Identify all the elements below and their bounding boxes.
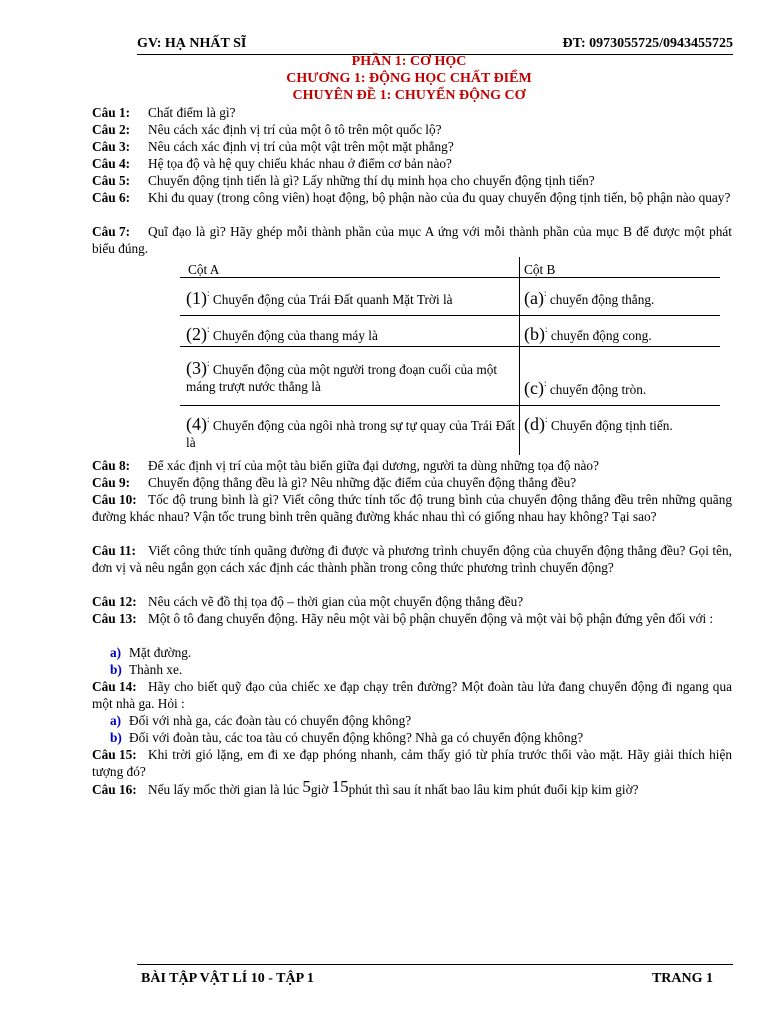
question-9 xyxy=(92,474,732,491)
question-label: Câu 5: xyxy=(92,173,131,188)
question-10 xyxy=(92,491,732,525)
item-text: chuyển động thẳng. xyxy=(549,292,655,307)
question-4 xyxy=(92,155,732,172)
page-header xyxy=(137,34,733,55)
question-text: Chuyển động thẳng đều là gì? Nêu những đặc điểm của chuyển động thẳng đều? xyxy=(148,475,577,490)
item-mark: : xyxy=(543,378,547,388)
option-letter: b) xyxy=(110,662,122,677)
question-label: Câu 13: xyxy=(92,611,137,626)
question-15 xyxy=(92,746,732,780)
question-text-part3: phút thì sau ít nhất bao lâu kim phút đuổi kịp kim giờ? xyxy=(348,782,639,797)
question-text: Hãy cho biết quỹ đạo của chiếc xe đạp chạy trên đường? Một đoàn tàu lửa đang chuyển động đi ngang qua một nhà ga. Hỏi : xyxy=(92,679,732,711)
item-number: (d) xyxy=(524,414,545,434)
item-text: chuyển động tròn. xyxy=(549,382,647,397)
question-text: Quĩ đạo là gì? Hãy ghép mỗi thành phần của mục A ứng với mỗi thành phần của mục B để được một phát biểu đúng. xyxy=(92,224,732,256)
question-text: Một ô tô đang chuyển động. Hãy nêu một vài bộ phận chuyển động và một vài bộ phận đứng yên đối với : xyxy=(148,611,714,626)
item-mark: : xyxy=(545,414,548,424)
table-divider xyxy=(180,405,720,406)
item-text: chuyển động cong. xyxy=(550,328,652,343)
question-text: Nêu cách xác định vị trí của một ô tô trên một quốc lộ? xyxy=(148,122,442,137)
question-label: Câu 11: xyxy=(92,543,136,558)
table-divider xyxy=(180,346,720,347)
question-text: Tốc độ trung bình là gì? Viết công thức tính tốc độ trung bình của chuyển động thẳng đều trên những quãng đường khác nhau? Vận tốc trung bình trên quãng đường khác nhau thì có giống nhau hay không? Tại sao? xyxy=(92,492,732,524)
question-16 xyxy=(92,778,732,798)
item-number: (1) xyxy=(186,288,207,308)
question-label: Câu 12: xyxy=(92,594,137,609)
item-mark: : xyxy=(207,414,210,424)
question-13 xyxy=(92,610,732,627)
column-b-header: Cột B xyxy=(524,262,556,277)
item-mark: : xyxy=(207,358,210,368)
item-number: (a) xyxy=(524,288,544,308)
question-11 xyxy=(92,542,732,576)
question-label: Câu 7: xyxy=(92,224,131,239)
question-text: Chuyển động tịnh tiến là gì? Lấy những thí dụ minh họa cho chuyển động tịnh tiến? xyxy=(148,173,595,188)
item-number: (3) xyxy=(186,358,207,378)
q13-option-b xyxy=(110,661,182,678)
question-8 xyxy=(92,457,732,474)
column-divider xyxy=(519,257,520,455)
option-letter: b) xyxy=(110,730,122,745)
part-title: PHẦN 1: CƠ HỌC xyxy=(351,54,467,69)
question-label: Câu 9: xyxy=(92,475,131,490)
question-label: Câu 2: xyxy=(92,122,131,137)
hour-value: 5 xyxy=(302,777,311,796)
column-a-header: Cột A xyxy=(188,262,220,277)
question-text-part1: Nếu lấy mốc thời gian là lúc xyxy=(148,782,300,797)
item-text: Chuyển động của ngôi nhà trong sự tự quay của Trái Đất là xyxy=(186,418,515,450)
question-3 xyxy=(92,138,732,155)
question-6 xyxy=(92,189,732,206)
item-mark: : xyxy=(207,288,210,298)
table-row-b1 xyxy=(524,285,714,308)
question-2 xyxy=(92,121,732,138)
question-label: Câu 14: xyxy=(92,679,137,694)
question-label: Câu 8: xyxy=(92,458,131,473)
question-label: Câu 6: xyxy=(92,190,131,205)
option-text: Thành xe. xyxy=(129,662,183,677)
table-row-b4 xyxy=(524,411,714,434)
item-text: Chuyển động tịnh tiến. xyxy=(550,418,673,433)
question-text: Nêu cách xác định vị trí của một vật trên một mặt phẳng? xyxy=(148,139,454,154)
item-text: Chuyển động của thang máy là xyxy=(212,328,378,343)
q14-option-a xyxy=(110,712,411,729)
phone-number: ĐT: 0973055725/0943455725 xyxy=(562,36,733,51)
option-text: Mặt đường. xyxy=(129,645,192,660)
item-number: (c) xyxy=(524,378,544,398)
item-mark: : xyxy=(207,324,210,334)
question-label: Câu 3: xyxy=(92,139,131,154)
question-text: Hệ tọa độ và hệ quy chiếu khác nhau ở điểm cơ bản nào? xyxy=(148,156,452,171)
page-footer xyxy=(137,964,733,991)
item-mark: : xyxy=(545,324,548,334)
item-number: (4) xyxy=(186,414,207,434)
question-14 xyxy=(92,678,732,712)
table-row-a2 xyxy=(186,321,516,344)
table-row-a1 xyxy=(186,285,516,308)
option-text: Đối với nhà ga, các đoàn tàu có chuyển động không? xyxy=(129,713,412,728)
question-label: Câu 10: xyxy=(92,492,137,507)
table-row-a3 xyxy=(186,355,516,395)
question-12 xyxy=(92,593,732,610)
q13-option-a xyxy=(110,644,191,661)
q14-option-b xyxy=(110,729,583,746)
section-titles xyxy=(0,53,768,104)
question-text: Khi trời gió lặng, em đi xe đạp phóng nhanh, cảm thấy gió từ phía trước thổi vào mặt. Hãy giải thích hiện tượng đó? xyxy=(92,747,732,779)
question-text: Để xác định vị trí của một tàu biển giữa đại dương, người ta dùng những tọa độ nào? xyxy=(148,458,599,473)
question-label: Câu 16: xyxy=(92,782,137,797)
page-number: TRANG 1 xyxy=(651,971,713,986)
question-text: Viết công thức tính quãng đường đi được và phương trình chuyển động của chuyển động thẳng đều? Gọi tên, đơn vị và nêu ngắn gọn cách xác định các thành phần trong công thức phương trình chuyển động? xyxy=(92,543,732,575)
topic-title: CHUYÊN ĐỀ 1: CHUYỂN ĐỘNG CƠ xyxy=(292,88,526,103)
option-letter: a) xyxy=(110,713,122,728)
table-row-b3 xyxy=(524,375,714,398)
table-divider xyxy=(180,315,720,316)
option-letter: a) xyxy=(110,645,122,660)
question-text: Chất điểm là gì? xyxy=(148,105,236,120)
question-1 xyxy=(92,104,732,121)
minute-value: 15 xyxy=(331,777,349,796)
question-label: Câu 15: xyxy=(92,747,137,762)
question-label: Câu 1: xyxy=(92,105,131,120)
teacher-name: GV: HẠ NHẤT SĨ xyxy=(137,36,247,51)
item-number: (2) xyxy=(186,324,207,344)
option-text: Đối với đoàn tàu, các toa tàu có chuyển động không? Nhà ga có chuyển động không? xyxy=(129,730,584,745)
table-row-a4 xyxy=(186,411,516,451)
question-text: Khi đu quay (trong công viên) hoạt động, bộ phận nào của đu quay chuyển động tịnh tiến, bộ phận nào quay? xyxy=(148,190,731,205)
book-title: BÀI TẬP VẬT LÍ 10 - TẬP 1 xyxy=(141,971,314,986)
question-7 xyxy=(92,223,732,257)
item-text: Chuyển động của Trái Đất quanh Mặt Trời là xyxy=(212,292,453,307)
question-text-part2: giờ xyxy=(310,782,329,797)
chapter-title: CHƯƠNG 1: ĐỘNG HỌC CHẤT ĐIỂM xyxy=(286,71,532,86)
question-label: Câu 4: xyxy=(92,156,131,171)
question-5 xyxy=(92,172,732,189)
item-number: (b) xyxy=(524,324,545,344)
table-row-b2 xyxy=(524,321,714,344)
item-text: Chuyển động của một người trong đoạn cuối của một máng trượt nước thẳng là xyxy=(186,362,498,394)
question-text: Nêu cách vẽ đồ thị tọa độ – thời gian của một chuyển động thẳng đều? xyxy=(148,594,524,609)
table-divider xyxy=(180,277,720,278)
item-mark: : xyxy=(543,288,547,298)
matching-table xyxy=(180,257,720,455)
